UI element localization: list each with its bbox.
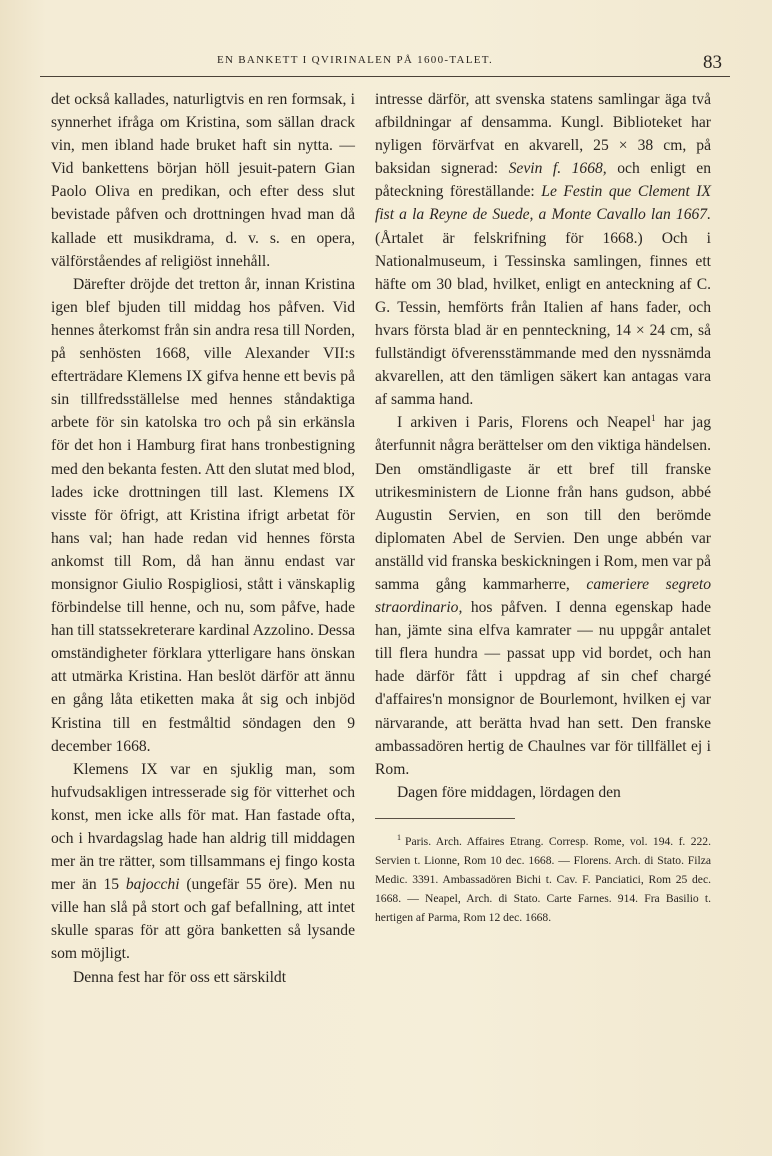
text-run: (Årtalet är felskrifning för 1668.) Och i Nationalmuseum, i Tessinska samlingen, finnes ett häfte om 30 blad, hvilket, enligt en anteckning af C. G. Tessin, hemförts från Italien af hans fader, och hvars första blad är en pennteckning, 14 × 24 cm, så fullständigt öfverensstämmande med den nyssnämda akvarellen, att den tämligen säkert kan antagas vara af samma hand. xyxy=(375,229,711,409)
text-run: I arkiven i Paris, Florens och Neapel xyxy=(397,414,652,432)
paragraph xyxy=(51,758,355,966)
italic-title: Le Festin que Clement IX fist a la Reyne de Suede, a Monte Cavallo lan 1667. xyxy=(375,183,711,224)
footnote-reference[interactable]: 1 xyxy=(651,413,656,424)
left-column xyxy=(51,88,355,989)
paragraph: det också kallades, naturligtvis en ren formsak, i synnerhet ifråga om Kristina, som sällan drack vin, men ibland hade bruket haft sin nytta. — Vid bankettens början höll jesuit-patern Gian Paolo Oliva en predikan, och efter dess slut bevistade påfven och drottningen hvad man då kallade ett musikdrama, d. v. s. en opera, välförståendes af religiöst innehåll. xyxy=(51,91,355,270)
footnote-rule xyxy=(375,818,515,819)
italic-signature: Sevin f. 1668, xyxy=(508,160,607,178)
footnote-text: Paris. Arch. Affaires Etrang. Corresp. Rome, vol. 194. f. 222. Servien t. Lionne, Rom 10 dec. 1668. — Florens. Arch. di Stato. Filza Medic. 3391. Ambassadören Bichi t. Cav. F. Panciatici, Rom 25 dec. 1668. — Neapel, Arch. di Stato. Carte Farnes. 914. Fra Basilio t. hertigen af Parma, Rom 12 dec. 1668. xyxy=(375,834,711,924)
paragraph: Dagen före middagen, lördagen den xyxy=(397,783,621,801)
text-run: har jag återfunnit några berättelser om den viktiga händelsen. Den omständligaste är ett bref till franske utrikesministern de Lionne från hans gudson, abbé Augustin Servien, en son till den berömde diplomaten Abel de Servien. Den unge abbén var anställd vid franska beskickningen i Rom, men var på samma gång kammarherre, xyxy=(375,414,711,593)
paragraph xyxy=(375,88,711,411)
header-rule xyxy=(40,76,730,77)
italic-term: cameriere segreto straordinario, xyxy=(375,575,711,617)
running-head: EN BANKETT I QVIRINALEN PÅ 1600-TALET. xyxy=(216,54,494,66)
text-run: intresse därför, att svenska statens samlingar äga två afbildningar af densamma. Kungl. Biblioteket har nyligen förvärfvat en akvarell, 25 × 38 cm, på baksidan signerad: xyxy=(375,91,711,178)
text-run: (ungefär 55 öre). Men nu ville han slå på stort och gaf befallning, att intet skulle sparas för att göra banketten så lysande som möjligt. xyxy=(51,876,355,963)
text-run: Klemens IX var en sjuklig man, som hufvudsakligen intresserade sig för vitterhet och konst, men icke alls för mat. Han fastade ofta, och i hvardagslag hade han aldrig till middagen mer än tre rätter, som tillsammans ej fingo kosta mer än 15 xyxy=(51,760,355,894)
italic-term: bajocchi xyxy=(125,876,180,894)
page-number: 83 xyxy=(703,52,722,73)
paragraph: Denna fest har för oss ett särskildt xyxy=(73,968,287,986)
page-header xyxy=(40,52,730,78)
footnote-mark: 1 xyxy=(397,832,401,842)
paragraph: Därefter dröjde det tretton år, innan Kristina igen blef bjuden till middag hos påfven. Vid hennes återkomst från sin andra resa till Norden, på senhösten 1668, ville Alexander VII:s efterträdare Klemens IX gifva henne ett bevis på sin tillfredsställelse med hennes ståndaktiga arbete för sin katolska tro och på sin erkänsla för det hon i Hamburg firat hans tronbestigning med den bekanta festen. Att den slutat med blod, lades icke drottningen till last. Klemens IX visste för öfrigt, att Kristina ifrigt arbetat för hans val; han hade redan vid hennes första ankomst till Rom, då han ännu endast var monsignor Giulio Rospigliosi, stått i vänskaplig förbindelse till henne, och nu, som påfve, hade han till statssekreterare kardinal Azzolino. Dessa omständigheter förklara ytterligare hans önskan att utmärka Kristina. Han beslöt därför att ännu en gång låta etiketten maka åt sig och inbjöd Kristina till en festmåltid söndagen den 9 december 1668. xyxy=(51,275,356,755)
right-column xyxy=(375,88,711,927)
text-run: hos påfven. I denna egenskap hade han, jämte sina elfva kamrater — nu uppgår antalet till flera hundra — passat upp vid bordet, och han hade därför fått i uppdrag af sin chef chargé d'affaires'n monsignor de Bourlemont, hvilken ej var närvarande, att berätta hvad han sett. Den franske ambassadören hertig de Chaulnes var för tillfället ej i Rom. xyxy=(375,599,711,778)
footnote xyxy=(375,828,711,927)
paragraph xyxy=(375,411,711,781)
text-run: och enligt en påteckning föreställande: xyxy=(375,160,711,201)
